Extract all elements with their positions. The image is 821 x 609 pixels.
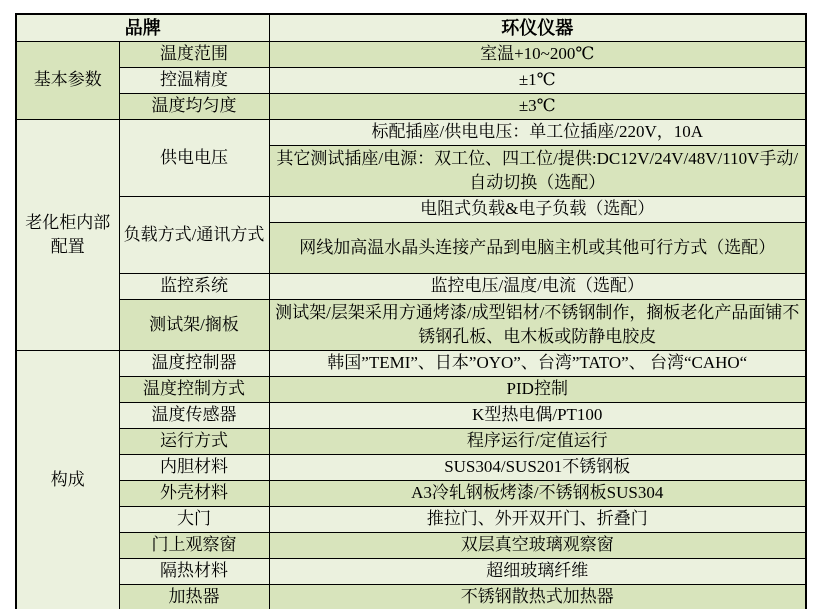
spec-label-cell: 隔热材料 (119, 558, 269, 584)
spec-value-cell: 不锈钢散热式加热器 (269, 584, 806, 609)
table-row (16, 532, 806, 558)
spec-value-cell: K型热电偶/PT100 (269, 402, 806, 428)
table-row (16, 350, 806, 376)
spec-value-cell: 网线加高温水晶头连接产品到电脑主机或其他可行方式（选配） (269, 222, 806, 273)
group-cell-cabinet-config: 老化柜内部配置 (16, 119, 119, 350)
table-row (16, 454, 806, 480)
spec-value-cell: 超细玻璃纤维 (269, 558, 806, 584)
group-cell-construction: 构成 (16, 350, 119, 609)
table-row (16, 428, 806, 454)
table-row (16, 376, 806, 402)
spec-value-cell: PID控制 (269, 376, 806, 402)
table-row (16, 196, 806, 222)
table-row (16, 119, 806, 145)
spec-label-cell: 外壳材料 (119, 480, 269, 506)
spec-value-cell: 电阻式负载&电子负载（选配） (269, 196, 806, 222)
spec-value-cell: SUS304/SUS201不锈钢板 (269, 454, 806, 480)
spec-value-cell: 测试架/层架采用方通烤漆/成型铝材/不锈钢制作，搁板老化产品面铺不锈钢孔板、电木板或防静电胶皮 (269, 299, 806, 350)
spec-value-cell: 室温+10~200℃ (269, 41, 806, 67)
table-row (16, 506, 806, 532)
spec-label-cell: 温度控制器 (119, 350, 269, 376)
table-header-row (16, 14, 806, 41)
spec-label-cell: 测试架/搁板 (119, 299, 269, 350)
spec-label-cell: 加热器 (119, 584, 269, 609)
spec-value-cell: A3冷轧钢板烤漆/不锈钢板SUS304 (269, 480, 806, 506)
table-row (16, 93, 806, 119)
table-row (16, 584, 806, 609)
spec-value-cell: 程序运行/定值运行 (269, 428, 806, 454)
spec-label-cell: 门上观察窗 (119, 532, 269, 558)
table-row (16, 41, 806, 67)
table-row (16, 558, 806, 584)
group-cell-basic-params: 基本参数 (16, 41, 119, 119)
table-row (16, 273, 806, 299)
spec-label-cell: 监控系统 (119, 273, 269, 299)
spec-table (15, 13, 807, 609)
table-row (16, 402, 806, 428)
spec-label-cell: 温度控制方式 (119, 376, 269, 402)
spec-label-cell: 温度范围 (119, 41, 269, 67)
spec-value-cell: ±3℃ (269, 93, 806, 119)
header-value-cell: 环仪仪器 (269, 14, 806, 41)
spec-label-cell: 运行方式 (119, 428, 269, 454)
spec-label-cell: 负载方式/通讯方式 (119, 196, 269, 273)
header-brand-cell: 品牌 (16, 14, 269, 41)
spec-value-cell: 监控电压/温度/电流（选配） (269, 273, 806, 299)
spec-value-cell: 双层真空玻璃观察窗 (269, 532, 806, 558)
spec-value-cell: 标配插座/供电电压：单工位插座/220V，10A (269, 119, 806, 145)
table-row (16, 480, 806, 506)
spec-value-cell: ±1℃ (269, 67, 806, 93)
spec-label-cell: 温度传感器 (119, 402, 269, 428)
spec-value-cell: 韩国”TEMI”、日本”OYO”、台湾”TATO”、 台湾“CAHO“ (269, 350, 806, 376)
spec-label-cell: 大门 (119, 506, 269, 532)
spec-value-cell: 推拉门、外开双开门、折叠门 (269, 506, 806, 532)
spec-label-cell: 供电电压 (119, 119, 269, 196)
spec-label-cell: 控温精度 (119, 67, 269, 93)
spec-value-cell: 其它测试插座/电源：双工位、四工位/提供:DC12V/24V/48V/110V手动/自动切换（选配） (269, 145, 806, 196)
table-row (16, 299, 806, 350)
spec-label-cell: 内胆材料 (119, 454, 269, 480)
spec-label-cell: 温度均匀度 (119, 93, 269, 119)
table-row (16, 67, 806, 93)
